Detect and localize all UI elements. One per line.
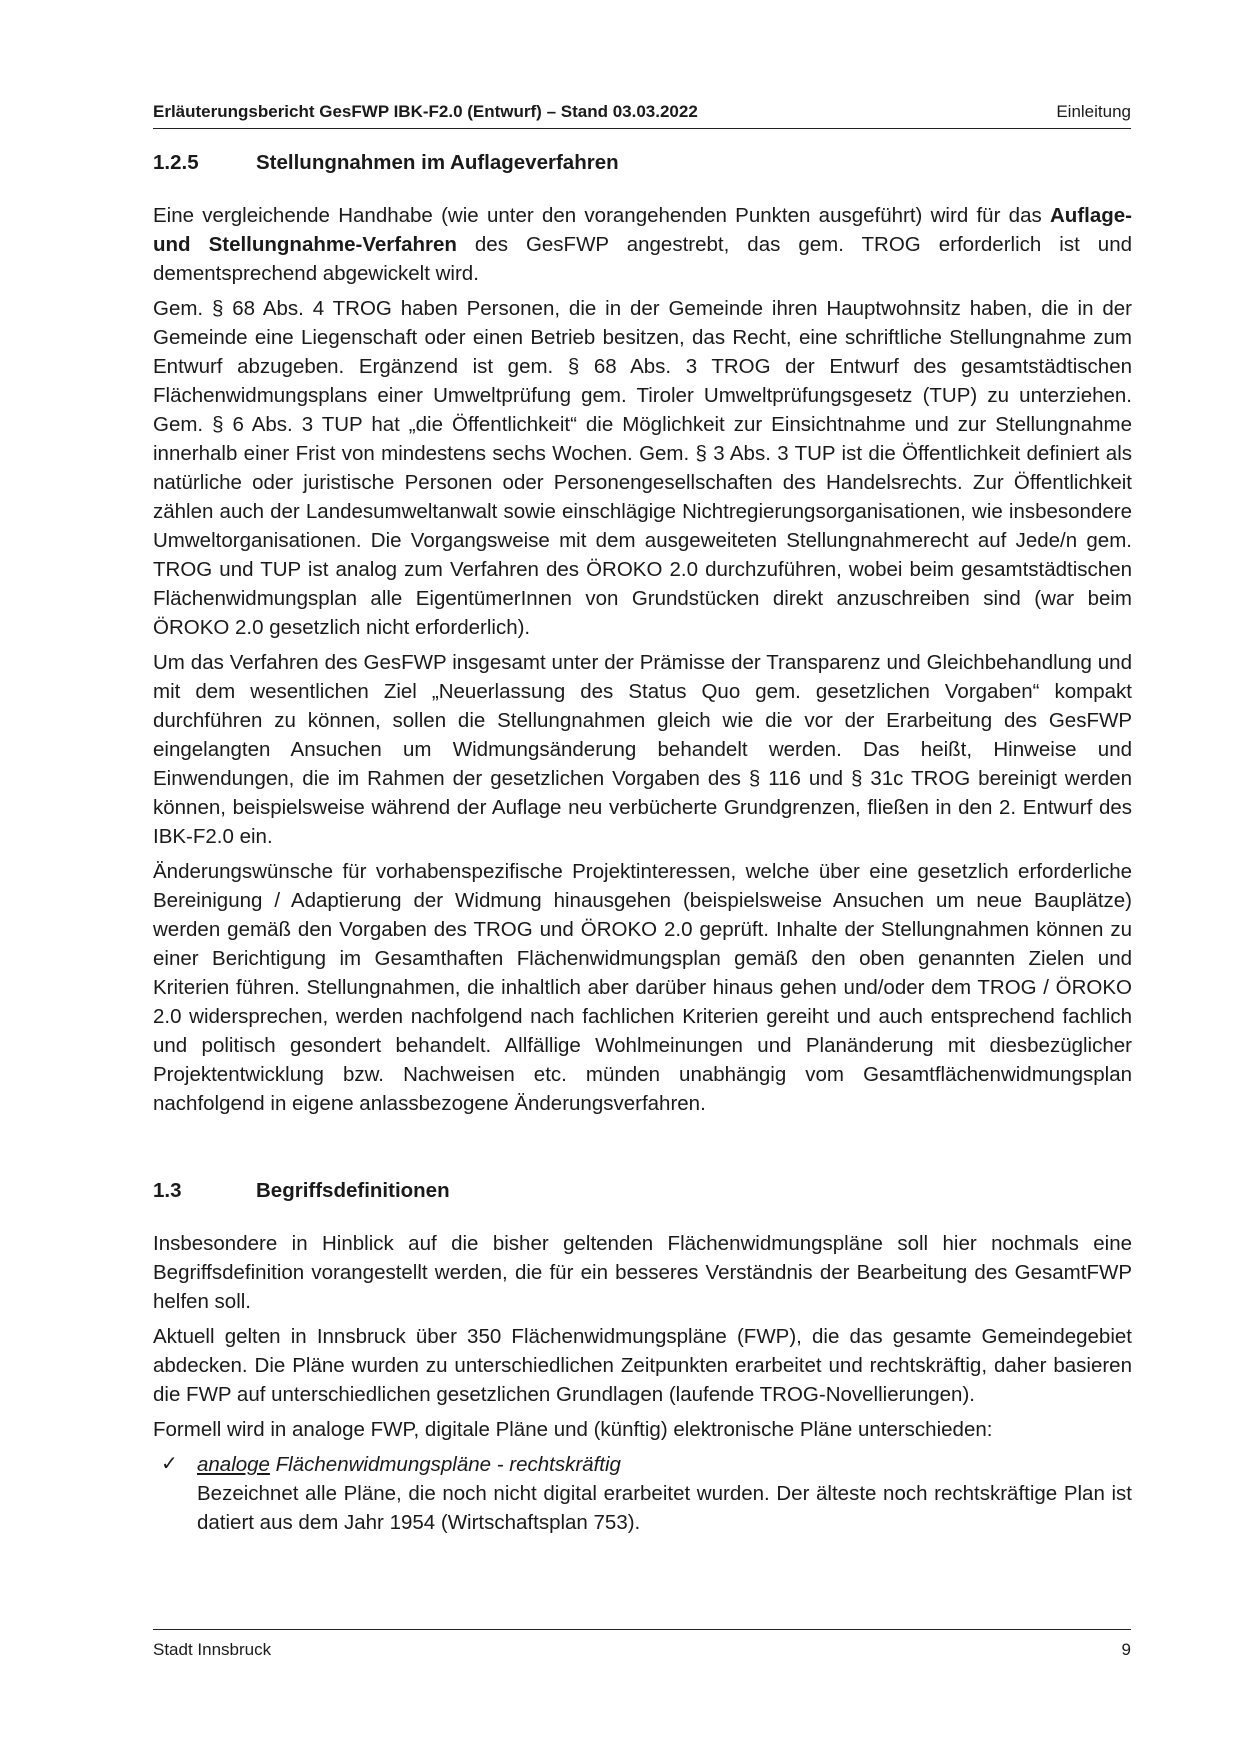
page-footer: [153, 1629, 1131, 1659]
checkmark-icon: ✓: [161, 1453, 178, 1475]
paragraph: Um das Verfahren des GesFWP insgesamt unter der Prämisse der Transparenz und Gleichbehandlung und mit dem wesentlichen Ziel „Neuerlassung des Status Quo gem. gesetzlichen Vorgaben“ kompakt durchführen zu können, sollen die Stellungnahmen gleich wie die vor der Erarbeitung des GesFWP eingelangten Ansuchen um Widmungsänderung behandelt werden. Das heißt, Hinweise und Einwendungen, die im Rahmen der gesetzlichen Vorgaben des § 116 und § 31c TROG bereinigt werden können, beispielsweise während der Auflage neu verbücherte Grundgrenzen, fließen in den 2. Entwurf des IBK-F2.0 ein.: [153, 651, 1132, 848]
paragraph: Änderungswünsche für vorhabenspezifische Projektinteressen, welche über eine gesetzlich erforderliche Bereinigung / Adaptierung der Widmung hinausgehen (beispielsweise Ansuchen um neue Bauplätze) werden gemäß den Vorgaben des TROG und ÖROKO 2.0 geprüft. Inhalte der Stellungnahmen können zu einer Berichtigung im Gesamthaften Flächenwidmungsplan gemäß den oben genannten Zielen und Kriterien führen. Stellungnahmen, die inhaltlich aber darüber hinaus gehen und/oder dem TROG / ÖROKO 2.0 widersprechen, werden nachfolgend nach fachlichen Kriterien gereiht und auch entsprechend fachlich und politisch gesondert behandelt. Allfällige Wohlmeinungen und Planänderung mit diesbezüglicher Projektentwicklung bzw. Nachweisen etc. münden unabhängig vom Gesamtflächenwidmungsplan nachfolgend in eigene anlassbezogene Änderungsverfahren.: [153, 860, 1132, 1115]
section-number: 1.3: [153, 1179, 182, 1202]
paragraph: Gem. § 68 Abs. 4 TROG haben Personen, die in der Gemeinde ihren Hauptwohnsitz haben, die in der Gemeinde eine Liegenschaft oder einen Betrieb besitzen, das Recht, eine schriftliche Stellungnahme zum Entwurf abzugeben. Ergänzend ist gem. § 68 Abs. 3 TROG der Entwurf des gesamtstädtischen Flächenwidmungsplans einer Umweltprüfung gem. Tiroler Umweltprüfungsgesetz (TUP) zu unterziehen. Gem. § 6 Abs. 3 TUP hat „die Öffentlichkeit“ die Möglichkeit zur Einsichtnahme und zur Stellungnahme innerhalb einer Frist von mindestens sechs Wochen. Gem. § 3 Abs. 3 TUP ist die Öffentlichkeit definiert als natürliche oder juristische Personen oder Personengesellschaften des Handelsrechts. Zur Öffentlichkeit zählen auch der Landesumweltanwalt sowie einschlägige Nichtregierungsorganisationen, wie insbesondere Umweltorganisationen. Die Vorgangsweise mit dem ausgeweiteten Stellungnahmerecht auf Jede/n gem. TROG und TUP ist analog zum Verfahren des ÖROKO 2.0 durchzuführen, wobei beim gesamtstädtischen Flächenwidmungsplan alle EigentümerInnen von Grundstücken direkt anzuschreiben sind (war beim ÖROKO 2.0 gesetzlich nicht erforderlich).: [153, 297, 1132, 639]
paragraph: Formell wird in analoge FWP, digitale Pläne und (künftig) elektronische Pläne unterschieden:: [153, 1418, 993, 1441]
paragraph: Aktuell gelten in Innsbruck über 350 Flächenwidmungspläne (FWP), die das gesamte Gemeindegebiet abdecken. Die Pläne wurden zu unterschiedlichen Zeitpunkten erarbeitet und rechtskräftig, daher basieren die FWP auf unterschiedlichen gesetzlichen Grundlagen (laufende TROG-Novellierungen).: [153, 1325, 1132, 1406]
list-item-text: Bezeichnet alle Pläne, die noch nicht digital erarbeitet wurden. Der älteste noch rechtskräftige Plan ist datiert aus dem Jahr 1954 (Wirtschaftsplan 753).: [197, 1482, 1132, 1534]
list-item-body: [197, 1450, 1132, 1537]
list-item: [153, 1450, 1132, 1537]
page-number: 9: [1121, 1640, 1131, 1659]
paragraph: Insbesondere in Hinblick auf die bisher geltenden Flächenwidmungspläne soll hier nochmals eine Begriffsdefinition vorangestellt werden, die für ein besseres Verständnis der Bearbeitung des GesamtFWP helfen soll.: [153, 1232, 1132, 1313]
footer-organization: Stadt Innsbruck: [153, 1640, 272, 1659]
page-content: [153, 148, 1132, 1537]
header-title: Erläuterungsbericht GesFWP IBK-F2.0 (Entwurf) – Stand 03.03.2022: [153, 102, 698, 121]
section-heading-1-3: [153, 1176, 1132, 1206]
list-item-title-underlined: analoge: [197, 1453, 270, 1476]
section-number: 1.2.5: [153, 151, 199, 174]
paragraph: [153, 201, 1132, 288]
list-item-title: [197, 1450, 1132, 1479]
section-title: Stellungnahmen im Auflageverfahren: [256, 151, 619, 174]
list-item-title-rest: Flächenwidmungspläne - rechtskräftig: [269, 1453, 621, 1476]
section-heading-1-2-5: [153, 148, 1132, 178]
paragraph-bold: Auflage- und Stellungnahme-Verfahren: [153, 204, 1132, 256]
header-chapter: Einleitung: [1056, 102, 1131, 121]
paragraph-text: des GesFWP angestrebt, das gem. TROG erforderlich ist und dementsprechend abgewickelt wird.: [153, 233, 1132, 285]
paragraph-text: Eine vergleichende Handhabe (wie unter den vorangehenden Punkten ausgeführt) wird für das: [153, 204, 1050, 227]
section-spacer: [153, 1124, 1132, 1176]
page-header: [153, 102, 1131, 129]
section-title: Begriffsdefinitionen: [256, 1179, 450, 1202]
